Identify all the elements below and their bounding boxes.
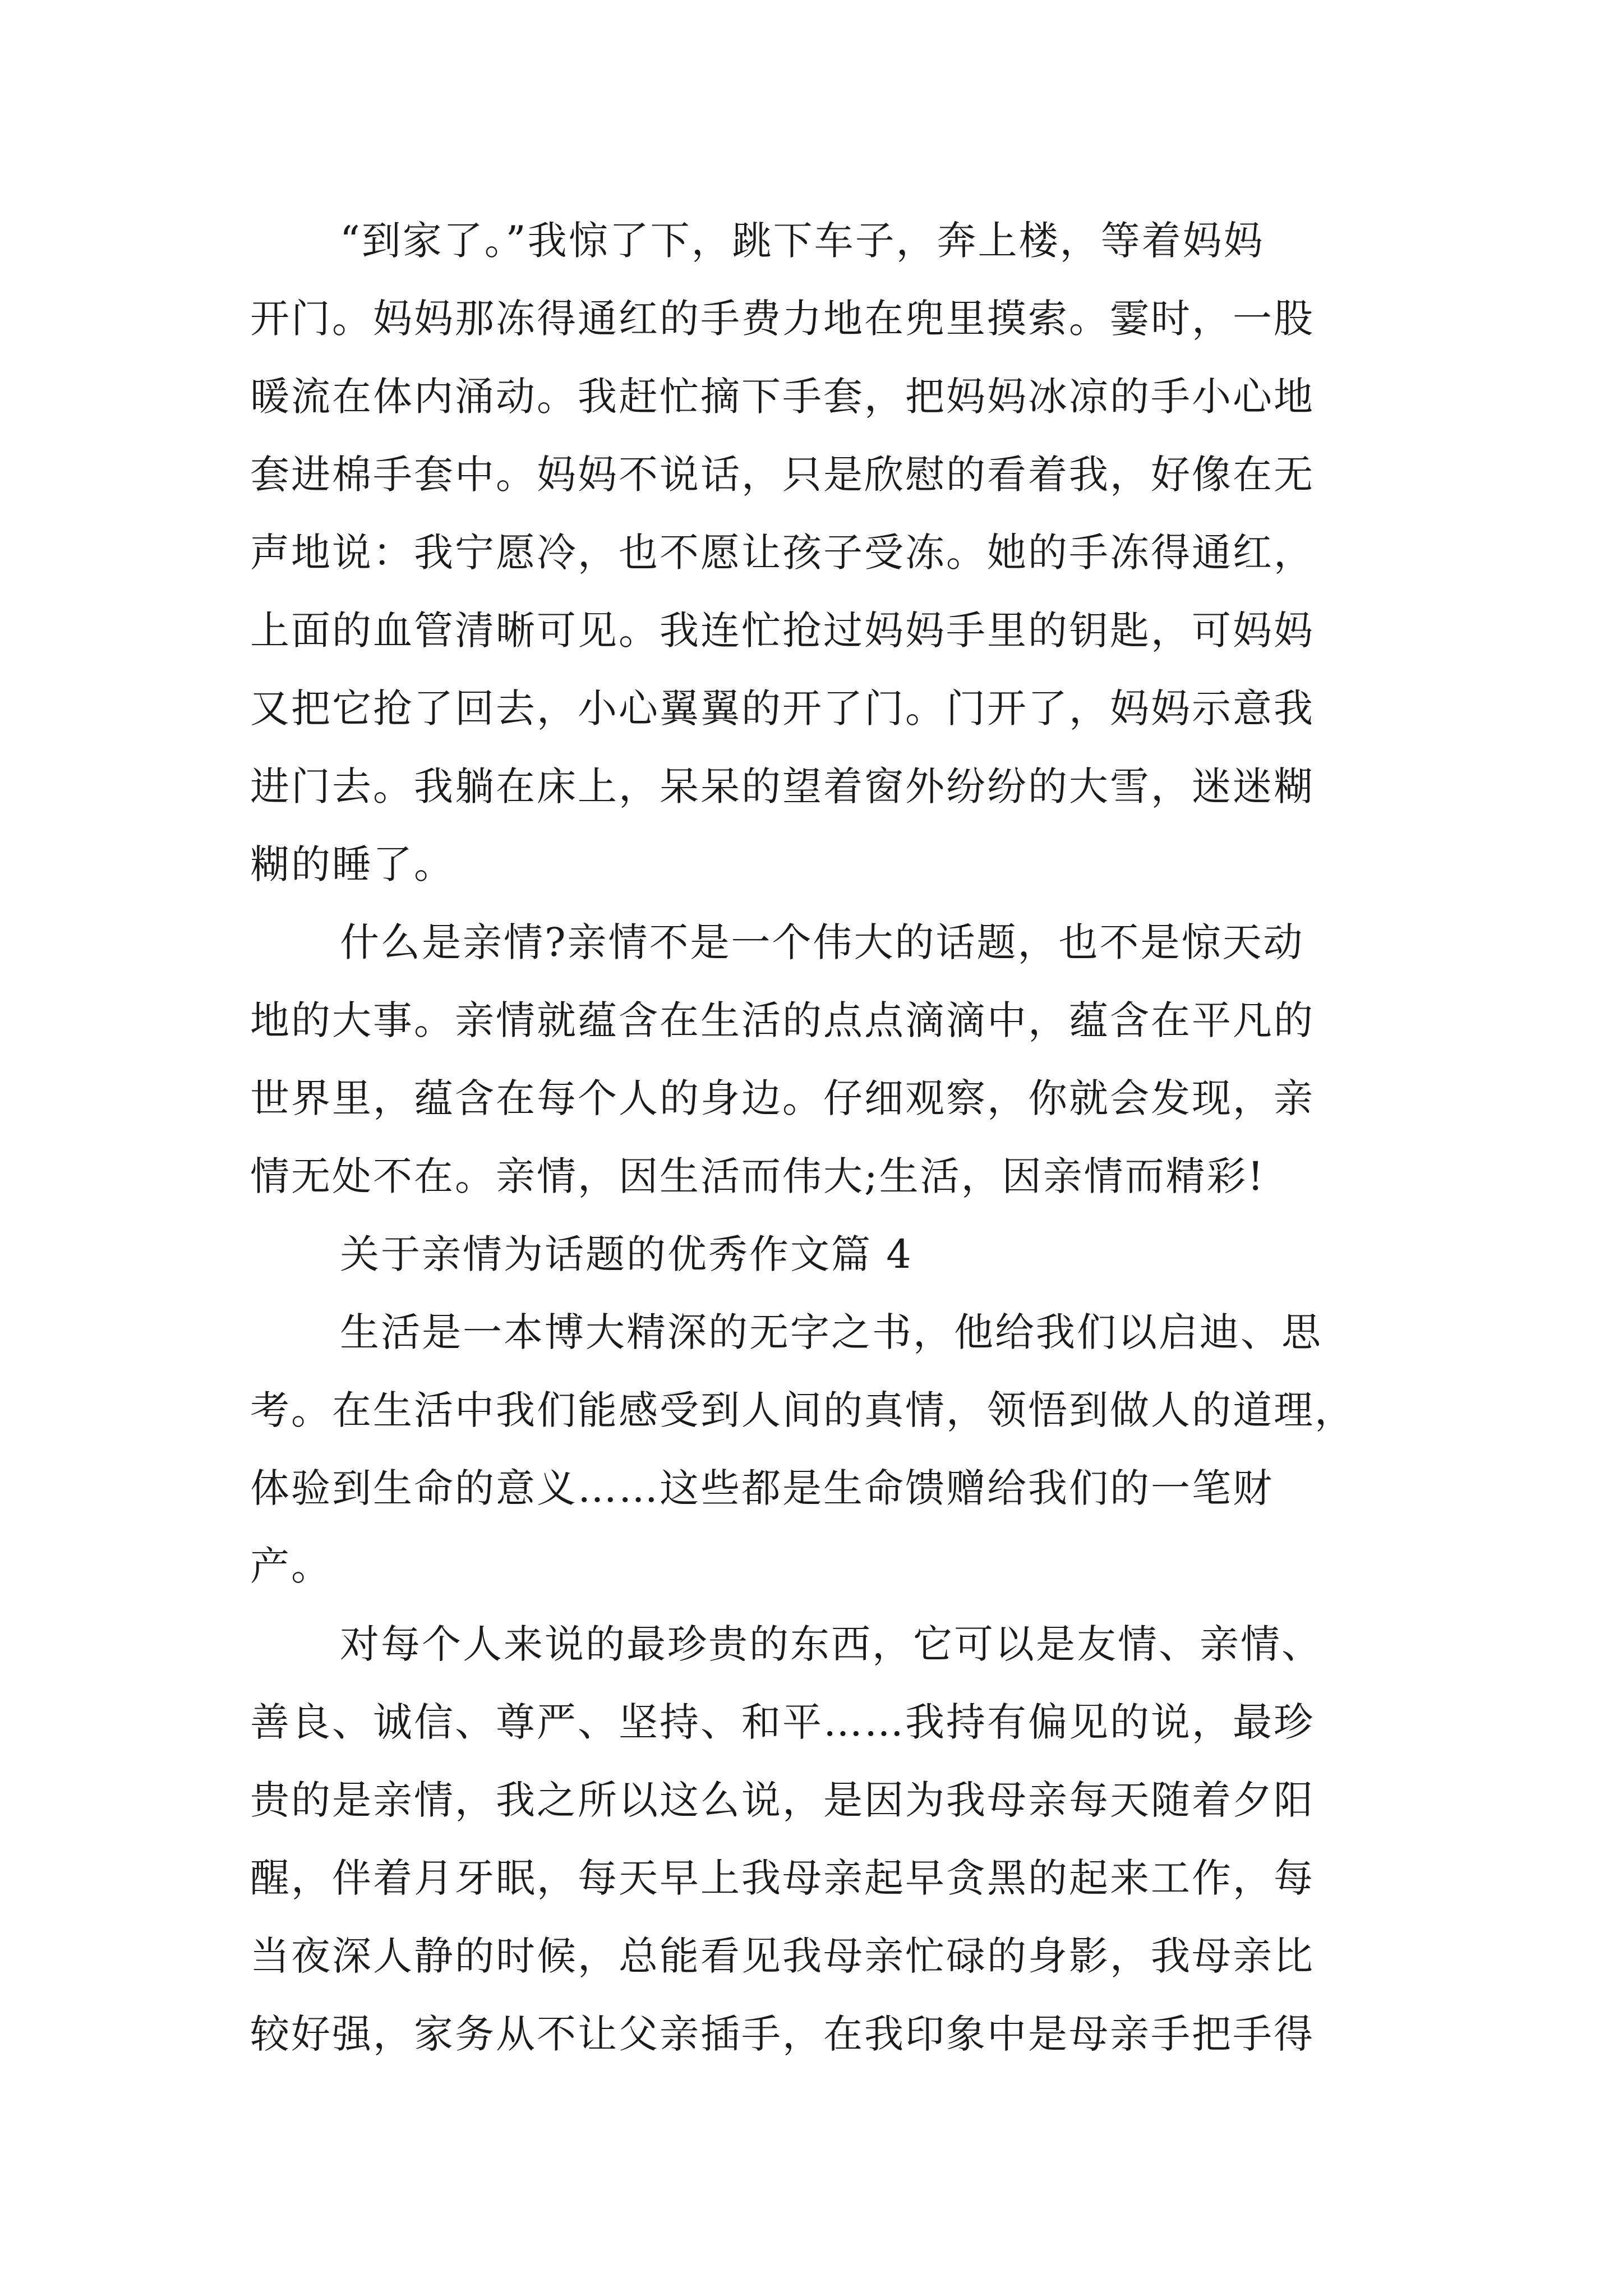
text-line: 糊的睡了。 [250,841,455,887]
text-line: 生活是一本博大精深的无字之书，他给我们以启迪、思 [340,1309,1322,1355]
text-line: “到家了。”我惊了下，跳下车子，奔上楼，等着妈妈 [340,218,1265,264]
text-line: 体验到生命的意义……这些都是生命馈赠给我们的一笔财 [250,1465,1274,1511]
text-line: 又把它抢了回去，小心翼翼的开了门。门开了，妈妈示意我 [250,685,1315,731]
text-line: 地的大事。亲情就蕴含在生活的点点滴滴中，蕴含在平凡的 [250,997,1315,1043]
text-line: 开门。妈妈那冻得通红的手费力地在兜里摸索。霎时，一股 [250,296,1315,342]
text-line: 对每个人来说的最珍贵的东西，它可以是友情、亲情、 [340,1621,1322,1667]
text-line: 世界里，蕴含在每个人的身边。仔细观察，你就会发现，亲 [250,1075,1315,1121]
text-line: 较好强，家务从不让父亲插手，在我印象中是母亲手把手得 [250,2011,1315,2057]
text-line: 贵的是亲情，我之所以这么说，是因为我母亲每天随着夕阳 [250,1777,1315,1823]
text-line: 产。 [250,1543,332,1589]
text-line: 上面的血管清晰可见。我连忙抢过妈妈手里的钥匙，可妈妈 [250,608,1315,654]
text-line: 套进棉手套中。妈妈不说话，只是欣慰的看着我，好像在无 [250,452,1315,498]
text-line: 声地说：我宁愿冷，也不愿让孩子受冻。她的手冻得通红， [250,530,1315,576]
text-line: 进门去。我躺在床上，呆呆的望着窗外纷纷的大雪，迷迷糊 [250,763,1315,809]
document-body [250,202,1389,2073]
text-line: 善良、诚信、尊严、坚持、和平……我持有偏见的说，最珍 [250,1699,1315,1745]
text-line: 什么是亲情?亲情不是一个伟大的话题，也不是惊天动 [340,919,1304,965]
text-line: 考。在生活中我们能感受到人间的真情，领悟到做人的道理， [250,1387,1355,1433]
text-line: 醒，伴着月牙眠，每天早上我母亲起早贪黑的起来工作，每 [250,1855,1315,1901]
text-line: 情无处不在。亲情，因生活而伟大;生活，因亲情而精彩! [250,1153,1265,1199]
text-line: 暖流在体内涌动。我赶忙摘下手套，把妈妈冰凉的手小心地 [250,374,1315,420]
text-line: 当夜深人静的时候，总能看见我母亲忙碌的身影，我母亲比 [250,1933,1315,1979]
section-heading: 关于亲情为话题的优秀作文篇 4 [340,1231,913,1277]
